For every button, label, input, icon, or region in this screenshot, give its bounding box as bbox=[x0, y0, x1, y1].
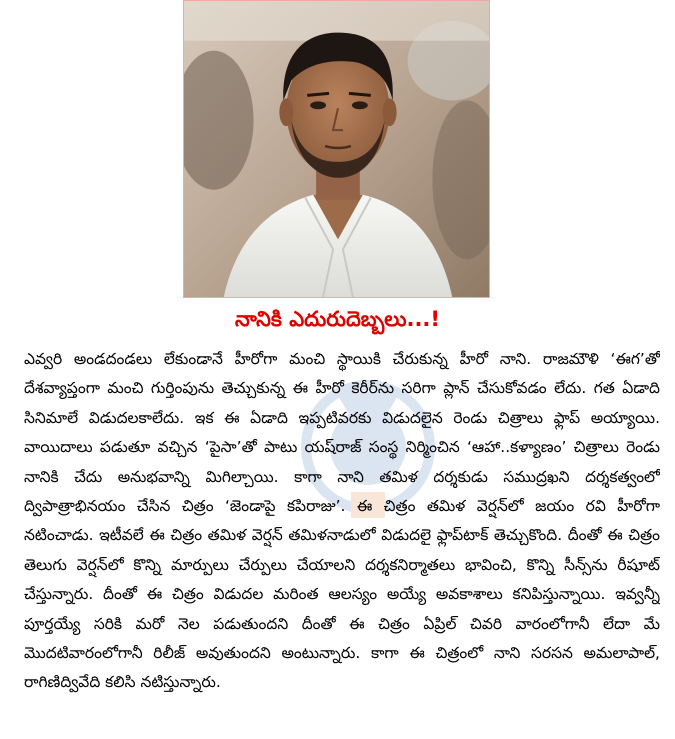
article-paragraph: ఎవ్వరి అండదండలు లేకుండానే హీరోగా మంచి స్థాయికి చేరుకున్న హీరో నాని. రాజమౌళి ‘ఈగ’తో దేశవ్యాప్తంగా మంచి గుర్తింపును తెచ్చుకున్న ఈ హీరో కెరీర్‌ను సరిగా ప్లాన్ చేసుకోవడం లేదు. గత ఏడాది సినిమాలే విడుదలకాలేదు. ఇక ఈ ఏడాది ఇప్పటివరకు విడుదలైన రెండు చిత్రాలు ఫ్లాప్ అయ్యాయి. వాయిదాలు పడుతూ వచ్చిన ‘పైసా’తో పాటు యష్‌రాజ్ సంస్థ నిర్మించిన ‘ఆహా..కళ్యాణం’ చిత్రాలు రెండు నానికి చేదు అనుభవాన్ని మిగిల్చాయి. కాగా నాని తమిళ దర్శకుడు సముద్రఖని దర్శకత్వంలో ద్విపాత్రాభినయం చేసిన చిత్రం ‘జెండాపై కపిరాజు’. ఈ చిత్రం తమిళ వెర్షన్‌లో జయం రవి హీరోగా నటించాడు. ఇటీవలే ఈ చిత్రం తమిళ వెర్షన్ తమిళనాడులో విడుదలై ఫ్లాప్‌టాక్ తెచ్చుకొంది. దీంతో ఈ చిత్రం తెలుగు వెర్షన్‌లో కొన్ని మార్పులు చేర్పులు చేయాలని దర్శకనిర్మాతలు భావించి, కొన్ని సీన్స్‌ను రీషూట్ చేస్తున్నారు. దీంతో ఈ చిత్రం విడుదల మరింత ఆలస్యం అయ్యే అవకాశాలు కనిపిస్తున్నాయి. ఇవ్వన్నీ పూర్తయ్యే సరికి మరో నెల పడుతుందని దీంతో ఈ చిత్రం ఏప్రిల్ చివరి వారంలోగానీ లేదా మే మొదటివారంలోగానీ రిలీజ్ అవుతుందని అంటున్నారు. కాగా ఈ చిత్రంలో నాని సరసన అమలాపాల్, రాగిణిద్వివేది కలిసి నటిస్తున్నారు. bbox=[24, 350, 660, 692]
article-photo bbox=[183, 0, 490, 298]
article-headline: నానికి ఎదురుదెబ్బలు...! bbox=[235, 307, 440, 331]
article-body bbox=[24, 345, 660, 725]
portrait-illustration bbox=[184, 1, 489, 297]
